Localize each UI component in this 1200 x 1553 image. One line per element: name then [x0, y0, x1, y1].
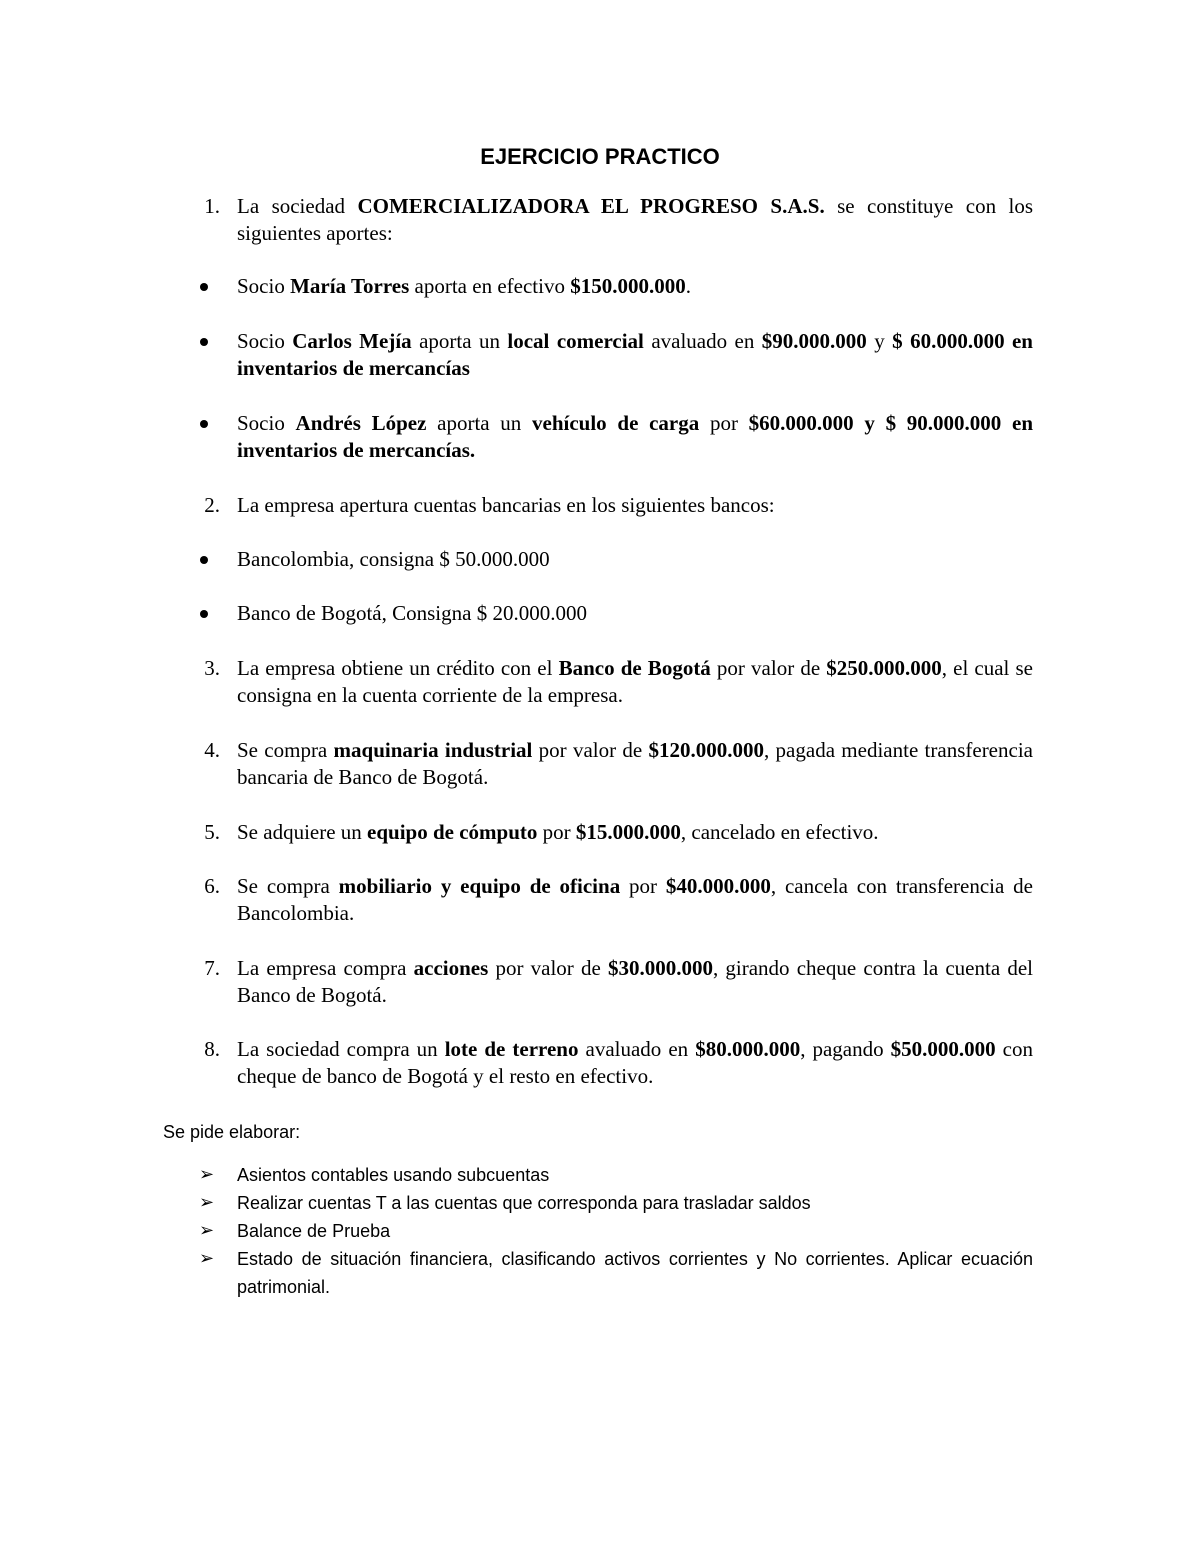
item-text: , cancelado en efectivo.	[680, 820, 879, 844]
list-item	[237, 737, 1033, 791]
item-text: Bancolombia, consigna $ 50.000.000	[237, 547, 550, 571]
item-bold-text: María Torres	[290, 274, 410, 298]
item-text: , pagando	[800, 1037, 891, 1061]
item-text: La empresa apertura cuentas bancarias en los siguientes bancos:	[237, 493, 775, 517]
bullet-icon	[200, 283, 208, 291]
item-text: por valor de	[532, 738, 649, 762]
list-item	[237, 273, 1033, 300]
item-bold-text: $120.000.000	[648, 738, 765, 762]
item-bold-text: maquinaria industrial	[333, 738, 533, 762]
item-text: con cheque de banco de Bogotá y el resto en efectivo.	[237, 1037, 1033, 1088]
item-text: Se compra	[237, 738, 334, 762]
list-item	[237, 600, 1033, 627]
item-number: 4.	[204, 738, 220, 762]
item-text: La sociedad compra un	[237, 1037, 445, 1061]
item-text: y	[866, 329, 893, 353]
item-bold-text: Andrés López	[295, 411, 427, 435]
item-number: 3.	[204, 656, 220, 680]
item-bold-text: $30.000.000	[607, 956, 713, 980]
item-text: Banco de Bogotá, Consigna $ 20.000.000	[237, 601, 587, 625]
item-number: 6.	[204, 874, 220, 898]
bullet-icon	[200, 338, 208, 346]
item-text: avaluado en	[643, 329, 762, 353]
item-bold-text: equipo de cómputo	[367, 820, 538, 844]
item-bold-text: COMERCIALIZADORA EL PROGRESO S.A.S.	[357, 194, 825, 218]
item-text: , el cual se consigna en la cuenta corriente de la empresa.	[237, 656, 1034, 707]
item-bold-text: Banco de Bogotá	[558, 656, 711, 680]
item-text: aporta un	[426, 411, 533, 435]
item-bold-text: local comercial	[507, 329, 644, 353]
list-item	[237, 655, 1033, 709]
item-bold-text: mobiliario y equipo de oficina	[338, 874, 621, 898]
list-item	[237, 410, 1033, 464]
list-item	[237, 1036, 1033, 1090]
arrow-bullet-icon: ➢	[199, 1192, 215, 1213]
item-bold-text: $ 60.000.000 en inventarios de mercancías	[237, 329, 1033, 380]
item-text: se constituye con los siguientes aportes:	[237, 194, 1034, 245]
item-text: Se adquiere un	[237, 820, 368, 844]
item-number: 8.	[204, 1037, 220, 1061]
item-bold-text: lote de terreno	[444, 1037, 579, 1061]
item-text: , pagada mediante transferencia bancaria de Banco de Bogotá.	[237, 738, 1033, 789]
item-number: 5.	[204, 820, 220, 844]
item-bold-text: $250.000.000	[826, 656, 942, 680]
item-text: Socio	[237, 411, 296, 435]
requirement-item: Realizar cuentas T a las cuentas que corresponda para trasladar saldos	[237, 1193, 811, 1213]
arrow-bullet-icon: ➢	[199, 1220, 215, 1241]
bullet-icon	[200, 610, 208, 618]
item-bold-text: $80.000.000	[695, 1037, 801, 1061]
list-item	[237, 328, 1033, 382]
item-bold-text: vehículo de carga	[532, 411, 700, 435]
item-number: 2.	[204, 493, 220, 517]
item-text: aporta en efectivo	[409, 274, 571, 298]
item-bold-text: $60.000.000 y $ 90.000.000 en inventarios de mercancías.	[237, 411, 1033, 462]
item-bold-text: Carlos Mejía	[292, 329, 412, 353]
requirement-item: Asientos contables usando subcuentas	[237, 1165, 550, 1185]
item-bold-text: $150.000.000	[570, 274, 686, 298]
requirements-intro: Se pide elaborar:	[163, 1122, 301, 1142]
list-item	[237, 819, 1033, 846]
item-text: La empresa compra	[237, 956, 414, 980]
bullet-icon	[200, 556, 208, 564]
item-bold-text: $40.000.000	[665, 874, 771, 898]
item-number: 7.	[204, 956, 220, 980]
list-item	[237, 193, 1033, 247]
item-text: , girando cheque contra la cuenta del Banco de Bogotá.	[237, 956, 1033, 1007]
requirement-item: Balance de Prueba	[237, 1221, 391, 1241]
arrow-bullet-icon: ➢	[199, 1248, 215, 1269]
requirement-item: Estado de situación financiera, clasificando activos corrientes y No corrientes. Aplicar ecuación patrimonial.	[237, 1249, 1033, 1297]
item-bold-text: $50.000.000	[890, 1037, 996, 1061]
item-number: 1.	[204, 194, 220, 218]
item-text: La empresa obtiene un crédito con el	[237, 656, 559, 680]
item-bold-text: $15.000.000	[575, 820, 681, 844]
item-text: .	[685, 274, 691, 298]
list-item	[237, 955, 1033, 1009]
item-text: por valor de	[710, 656, 827, 680]
arrow-bullet-icon: ➢	[199, 1164, 215, 1185]
item-text: , cancela con transferencia de Bancolombia.	[237, 874, 1033, 925]
page-title: EJERCICIO PRACTICO	[480, 144, 720, 169]
item-text: por valor de	[488, 956, 608, 980]
item-text: Socio	[237, 329, 293, 353]
bullet-icon	[200, 420, 208, 428]
item-text: La sociedad	[237, 194, 358, 218]
item-text: aporta un	[411, 329, 508, 353]
item-bold-text: $90.000.000	[761, 329, 867, 353]
item-text: por	[537, 820, 576, 844]
list-item	[237, 546, 1033, 573]
item-text: por	[699, 411, 749, 435]
item-text: Socio	[237, 274, 291, 298]
item-bold-text: acciones	[413, 956, 489, 980]
item-text: avaluado en	[578, 1037, 696, 1061]
list-item	[237, 492, 1033, 519]
item-text: por	[620, 874, 666, 898]
list-item	[237, 873, 1033, 927]
item-text: Se compra	[237, 874, 339, 898]
